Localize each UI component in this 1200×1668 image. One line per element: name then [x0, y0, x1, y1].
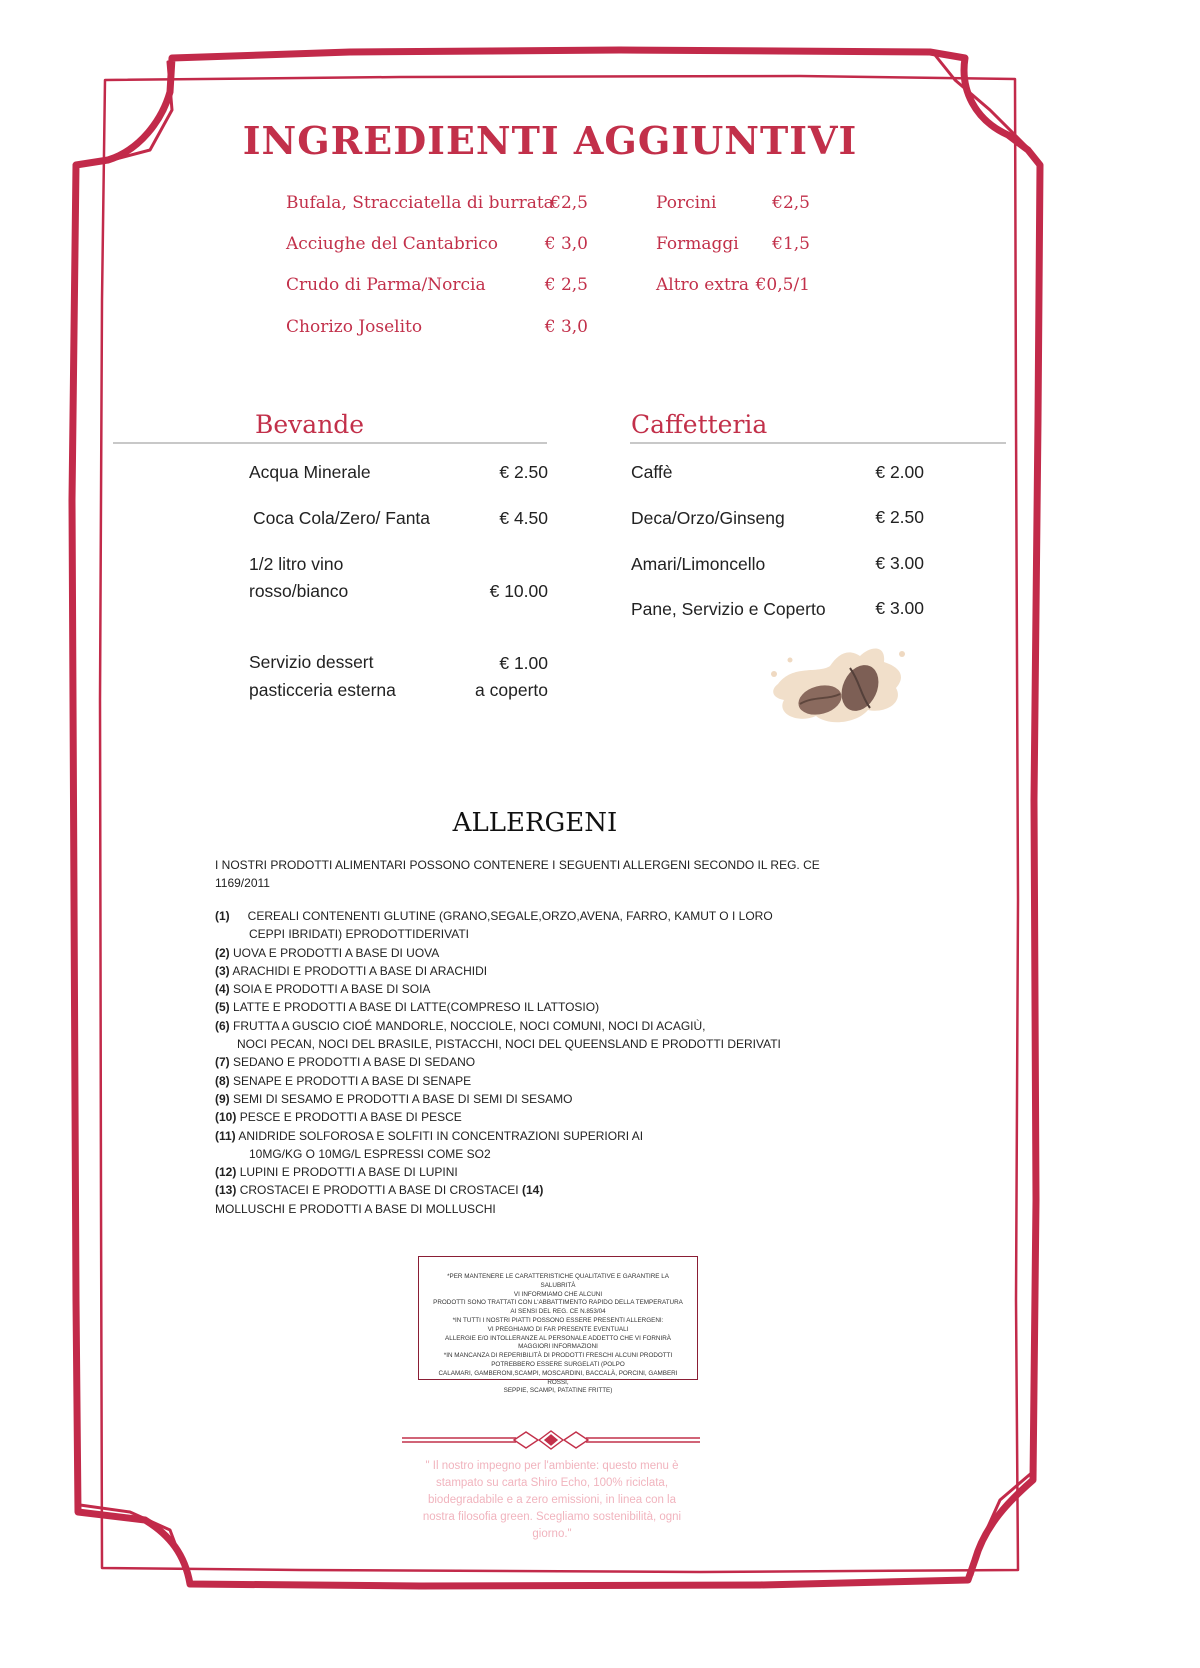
allergen-item: [215, 980, 835, 998]
ingredient-price: € 3,0: [544, 317, 588, 337]
ingredient-name: Bufala, Stracciatella di burrata: [286, 193, 554, 213]
coffee-beans-splash-icon: [768, 644, 910, 730]
allergen-item: [215, 907, 835, 925]
servizio-dessert-price-note: a coperto: [475, 680, 548, 700]
allergen-number: (7): [215, 1055, 230, 1070]
allergen-item: [215, 944, 835, 962]
allergen-text-cont: NOCI PECAN, NOCI DEL BRASILE, PISTACCHI, NOCI DEL QUEENSLAND E PRODOTTI DERIVATI: [237, 1037, 781, 1052]
allergen-text: UOVA E PRODOTTI A BASE DI UOVA: [233, 945, 440, 960]
caffetteria-price: € 2.00: [875, 462, 924, 482]
bevanda-price: € 10.00: [489, 581, 548, 601]
caffetteria-name: Deca/Orzo/Ginseng: [631, 508, 785, 528]
note-line: CALAMARI, GAMBERONI,SCAMPI, MOSCARDINI, BACCALÀ, PORCINI, GAMBERI ROSSI,: [438, 1369, 678, 1386]
diamond-divider-icon: [402, 1428, 700, 1452]
ingredient-name: Porcini: [656, 193, 717, 213]
allergen-text: SEDANO E PRODOTTI A BASE DI SEDANO: [233, 1055, 476, 1070]
bevanda-name-line1: 1/2 litro vino: [249, 554, 344, 574]
allergen-number: (13): [215, 1183, 237, 1198]
eco-line: " Il nostro impegno per l'ambiente: questo menu è: [425, 1460, 679, 1472]
ingredient-name: Formaggi: [656, 234, 739, 254]
allergen-text: ARACHIDI E PRODOTTI A BASE DI ARACHIDI: [232, 963, 488, 978]
bevande-heading: Bevande: [255, 410, 365, 439]
ingredient-name: Acciughe del Cantabrico: [286, 234, 499, 254]
page-title: INGREDIENTI AGGIUNTIVI: [242, 118, 858, 163]
ingredient-name: Crudo di Parma/Norcia: [286, 275, 486, 295]
allergen-number: (12): [215, 1165, 237, 1180]
note-line: POTREBBERO ESSERE SURGELATI (POLPO: [491, 1360, 625, 1368]
allergen-number: (8): [215, 1073, 230, 1088]
allergeni-heading: ALLERGENI: [452, 808, 618, 838]
allergen-item: [215, 1181, 835, 1199]
eco-line: biodegradabile e a zero emissioni, in linea con la: [427, 1494, 677, 1506]
allergen-text: SEMI DI SESAMO E PRODOTTI A BASE DI SEMI DI SESAMO: [233, 1091, 573, 1106]
allergen-number: (14): [521, 1183, 544, 1198]
servizio-dessert-price: € 1.00: [499, 653, 548, 673]
allergen-item: [215, 998, 835, 1016]
allergen-text: CEREALI CONTENENTI GLUTINE (GRANO,SEGALE,ORZO,AVENA, FARRO, KAMUT O I LORO: [247, 909, 773, 923]
allergen-item: [215, 1163, 835, 1181]
note-line: AI SENSI DEL REG. CE N.853/04: [510, 1308, 606, 1316]
caffetteria-price: € 3.00: [875, 598, 924, 618]
caffetteria-name: Caffè: [631, 462, 673, 482]
bevanda-name: Acqua Minerale: [249, 462, 371, 482]
ingredient-name: Altro extra: [656, 275, 750, 295]
allergen-text: PESCE E PRODOTTI A BASE DI PESCE: [239, 1110, 462, 1125]
caffetteria-heading: Caffetteria: [631, 410, 768, 439]
caffetteria-name: Pane, Servizio e Coperto: [631, 599, 826, 619]
note-box: [418, 1256, 698, 1395]
allergen-text: LUPINI E PRODOTTI A BASE DI LUPINI: [239, 1165, 458, 1180]
note-line: *IN TUTTI I NOSTRI PIATTI POSSONO ESSERE PRESENTI ALLERGENI:: [452, 1316, 664, 1324]
note-line: PRODOTTI SONO TRATTATI CON L'ABBATTIMENTO RAPIDO DELLA TEMPERATURA: [433, 1299, 683, 1307]
note-line: VI PREGHIAMO DI FAR PRESENTE EVENTUALI: [487, 1325, 629, 1333]
note-line: ALLERGIE E/O INTOLLERANZE AL PERSONALE ADDETTO CHE VI FORNIRÀ: [445, 1334, 671, 1342]
ingredient-name: Chorizo Joselito: [286, 317, 423, 337]
allergen-text: SOIA E PRODOTTI A BASE DI SOIA: [233, 982, 431, 997]
allergen-text: LATTE E PRODOTTI A BASE DI LATTE(COMPRESO IL LATTOSIO): [233, 1000, 600, 1015]
allergen-item: [215, 1127, 835, 1145]
ingredient-price: €1,5: [772, 234, 810, 254]
allergen-number: (6): [215, 1018, 230, 1033]
allergen-text: ANIDRIDE SOLFOROSA E SOLFITI IN CONCENTRAZIONI SUPERIORI AI: [238, 1128, 644, 1143]
allergen-text-cont: 10MG/KG O 10MG/L ESPRESSI COME SO2: [249, 1146, 491, 1161]
ingredient-price: €2,5: [550, 193, 588, 213]
bevanda-price: € 4.50: [499, 508, 548, 528]
allergeni-intro: I NOSTRI PRODOTTI ALIMENTARI POSSONO CONTENERE I SEGUENTI ALLERGENI SECONDO IL REG. CE 1169/2011: [215, 858, 820, 890]
eco-line: giorno.": [532, 1528, 572, 1540]
note-line: *IN MANCANZA DI REPERIBILITÀ DI PRODOTTI FRESCHI ALCUNI PRODOTTI: [443, 1352, 673, 1360]
allergen-text: SENAPE E PRODOTTI A BASE DI SENAPE: [233, 1073, 472, 1088]
allergen-item: [215, 962, 835, 980]
caffetteria-divider: [630, 442, 1006, 444]
ingredient-price: € 3,0: [544, 234, 588, 254]
allergen-number: (11): [215, 1128, 236, 1143]
bevanda-name: Coca Cola/Zero/ Fanta: [253, 508, 431, 528]
allergen-number: (5): [215, 1000, 230, 1015]
allergen-text: MOLLUSCHI E PRODOTTI A BASE DI MOLLUSCHI: [215, 1201, 496, 1216]
allergen-number: (1): [215, 909, 230, 923]
allergen-text: CROSTACEI E PRODOTTI A BASE DI CROSTACEI: [239, 1183, 519, 1198]
servizio-dessert-line2: pasticceria esterna: [249, 680, 396, 700]
ingredient-price: €2,5: [772, 193, 810, 213]
bevanda-name-line2: rosso/bianco: [249, 581, 349, 601]
allergen-text-cont: CEPPI IBRIDATI) EPRODOTTIDERIVATI: [249, 927, 470, 942]
allergen-item: [215, 1017, 835, 1035]
eco-note: [405, 1458, 699, 1543]
servizio-dessert-line1: Servizio dessert: [249, 652, 374, 672]
caffetteria-price: € 2.50: [875, 507, 924, 527]
allergen-item: [215, 1108, 835, 1126]
allergen-number: (2): [215, 945, 230, 960]
note-line: MAGGIORI INFORMAZIONI: [518, 1343, 598, 1351]
caffetteria-name: Amari/Limoncello: [631, 554, 766, 574]
eco-line: stampato su carta Shiro Echo, 100% riciclata,: [435, 1477, 669, 1489]
bevanda-price: € 2.50: [499, 462, 548, 482]
allergen-number: (3): [215, 963, 230, 978]
note-line: SEPPIE, SCAMPI, PATATINE FRITTE): [503, 1387, 613, 1395]
allergen-number: (9): [215, 1091, 230, 1106]
caffetteria-price: € 3.00: [875, 553, 924, 573]
note-line: VI INFORMIAMO CHE ALCUNI: [513, 1290, 603, 1298]
allergen-item: [215, 1072, 835, 1090]
allergen-item: [215, 1053, 835, 1071]
ingredient-price: € 2,5: [544, 275, 588, 295]
allergeni-list: [215, 907, 835, 1218]
allergen-number: (10): [215, 1110, 237, 1125]
eco-line: nostra filosofia green. Scegliamo sostenibilità, ogni: [422, 1511, 682, 1523]
allergen-item: [215, 1090, 835, 1108]
bevande-divider: [113, 442, 547, 444]
allergen-text: FRUTTA A GUSCIO CIOÉ MANDORLE, NOCCIOLE, NOCI COMUNI, NOCI DI ACAGIÙ,: [233, 1018, 706, 1033]
ingredient-price: €0,5/1: [755, 275, 810, 295]
note-line: *PER MANTENERE LE CARATTERISTICHE QUALITATIVE E GARANTIRE LA SALUBRITÀ: [447, 1273, 669, 1289]
allergen-number: (4): [215, 982, 230, 997]
